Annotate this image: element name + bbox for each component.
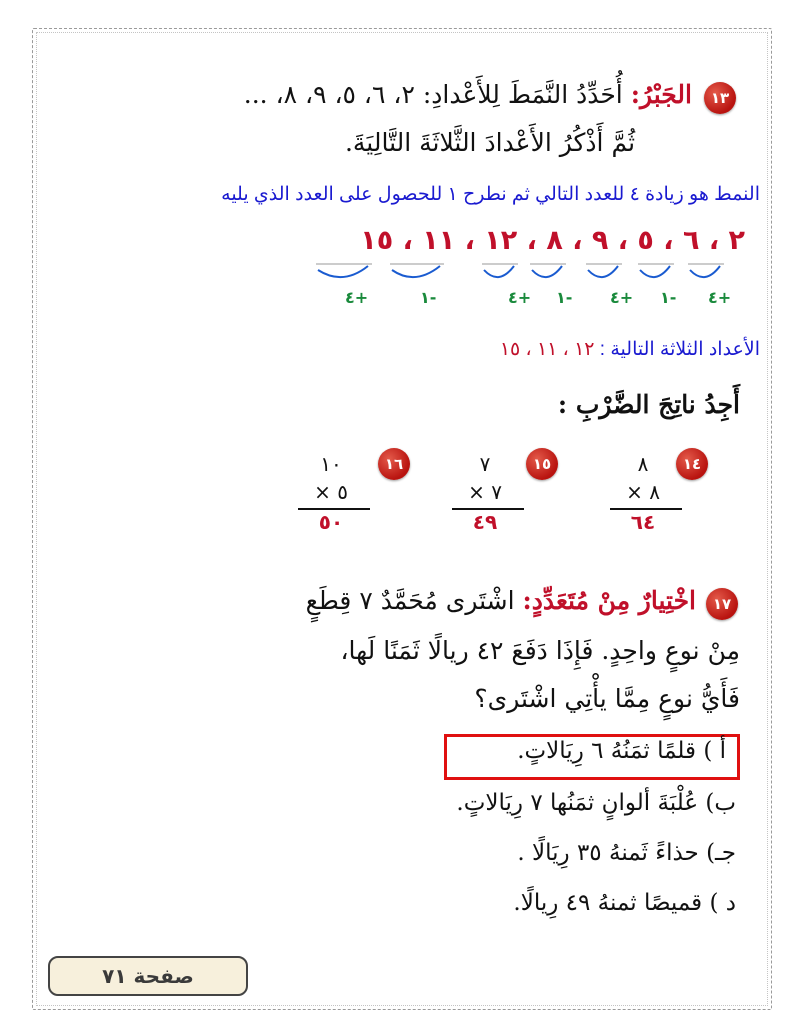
answer-values: ١٢ ، ١١ ، ١٥	[499, 339, 595, 360]
problem-16-bottom: × ٥	[314, 480, 348, 504]
number-sequence: ٢ ، ٦ ، ٥ ، ٩ ، ٨ ، ١٢ ، ١١ ، ١٥	[360, 225, 745, 256]
problem-14-badge: ١٤	[676, 448, 708, 480]
step-5: ٤+	[508, 288, 532, 307]
question-17-label: اخْتِيارٌ مِنْ مُتَعَدِّدٍ:	[522, 586, 696, 615]
answer-label: الأعداد الثلاثة التالية :	[599, 339, 760, 360]
step-4: ١-	[556, 288, 573, 307]
arc-2	[640, 266, 670, 277]
arc-6	[392, 266, 440, 277]
problem-15	[440, 452, 530, 534]
problem-15-badge: ١٥	[526, 448, 558, 480]
arc-5	[484, 266, 514, 277]
question-17-line2: مِنْ نوعٍ واحِدٍ. فَإِذَا دَفَعَ ٤٢ ريالًا ثَمَنًا لَها،	[340, 636, 740, 665]
question-13-badge: ١٣	[704, 82, 736, 114]
arc-7	[318, 266, 368, 277]
problem-14-top: ٨	[637, 452, 649, 476]
problem-16-result: ٥٠	[318, 510, 344, 534]
option-a[interactable]: أ ) قلمًا ثمَنُهُ ٦ رِيَالاتٍ.	[517, 738, 726, 764]
arc-1	[690, 266, 720, 277]
question-17-line1	[60, 586, 696, 615]
question-13-text: أُحَدِّدُ النَّمَطَ لِلأَعْدادِ: ٢، ٦، ٥، ٩، ٨، ...	[243, 80, 623, 109]
step-7: ٤+	[345, 288, 369, 307]
arc-3	[588, 266, 618, 277]
multiply-heading: أَجِدُ ناتِجَ الضَّرْبِ :	[557, 390, 740, 419]
problem-14	[598, 452, 688, 534]
problem-16	[286, 452, 376, 534]
arc-4	[532, 266, 562, 277]
pattern-explanation: النمط هو زيادة ٤ للعدد التالي ثم نطرح ١ للحصول على العدد الذي يليه	[221, 184, 760, 205]
question-17-text1: اشْتَرى مُحَمَّدٌ ٧ قِطَعٍ	[305, 586, 515, 615]
option-c[interactable]: جـ) حذاءً ثَمنهُ ٣٥ رِيَالًا .	[517, 840, 736, 866]
option-b[interactable]: ب) عُلْبَةَ ألوانٍ ثمَنُها ٧ رِيَالاتٍ.	[456, 790, 736, 816]
question-17-badge: ١٧	[706, 588, 738, 620]
step-3: ٤+	[610, 288, 634, 307]
problem-15-top: ٧	[479, 452, 491, 476]
question-13-line1	[92, 80, 692, 109]
step-1: ٤+	[708, 288, 732, 307]
option-d[interactable]: د ) قميصًا ثمنهُ ٤٩ رِيالًا.	[513, 890, 736, 916]
question-17-line3: فَأَيُّ نوعٍ مِمَّا يأْتِي اشْتَرى؟	[474, 684, 740, 713]
problem-16-top: ١٠	[320, 452, 342, 476]
step-6: ١-	[420, 288, 437, 307]
problem-14-bottom: × ٨	[626, 480, 660, 504]
problem-14-result: ٦٤	[630, 510, 656, 534]
step-2: ١-	[660, 288, 677, 307]
problem-16-badge: ١٦	[378, 448, 410, 480]
problem-15-result: ٤٩	[472, 510, 498, 534]
next-three-numbers	[40, 338, 760, 361]
problem-15-bottom: × ٧	[468, 480, 502, 504]
question-13-line2: ثُمَّ أَذْكُرُ الأَعْدادَ الثَّلاثَةَ التَّالِيَةَ.	[344, 128, 636, 157]
page-number: صفحة ٧١	[48, 956, 248, 996]
question-13-label: الجَبْرُ:	[630, 80, 692, 109]
